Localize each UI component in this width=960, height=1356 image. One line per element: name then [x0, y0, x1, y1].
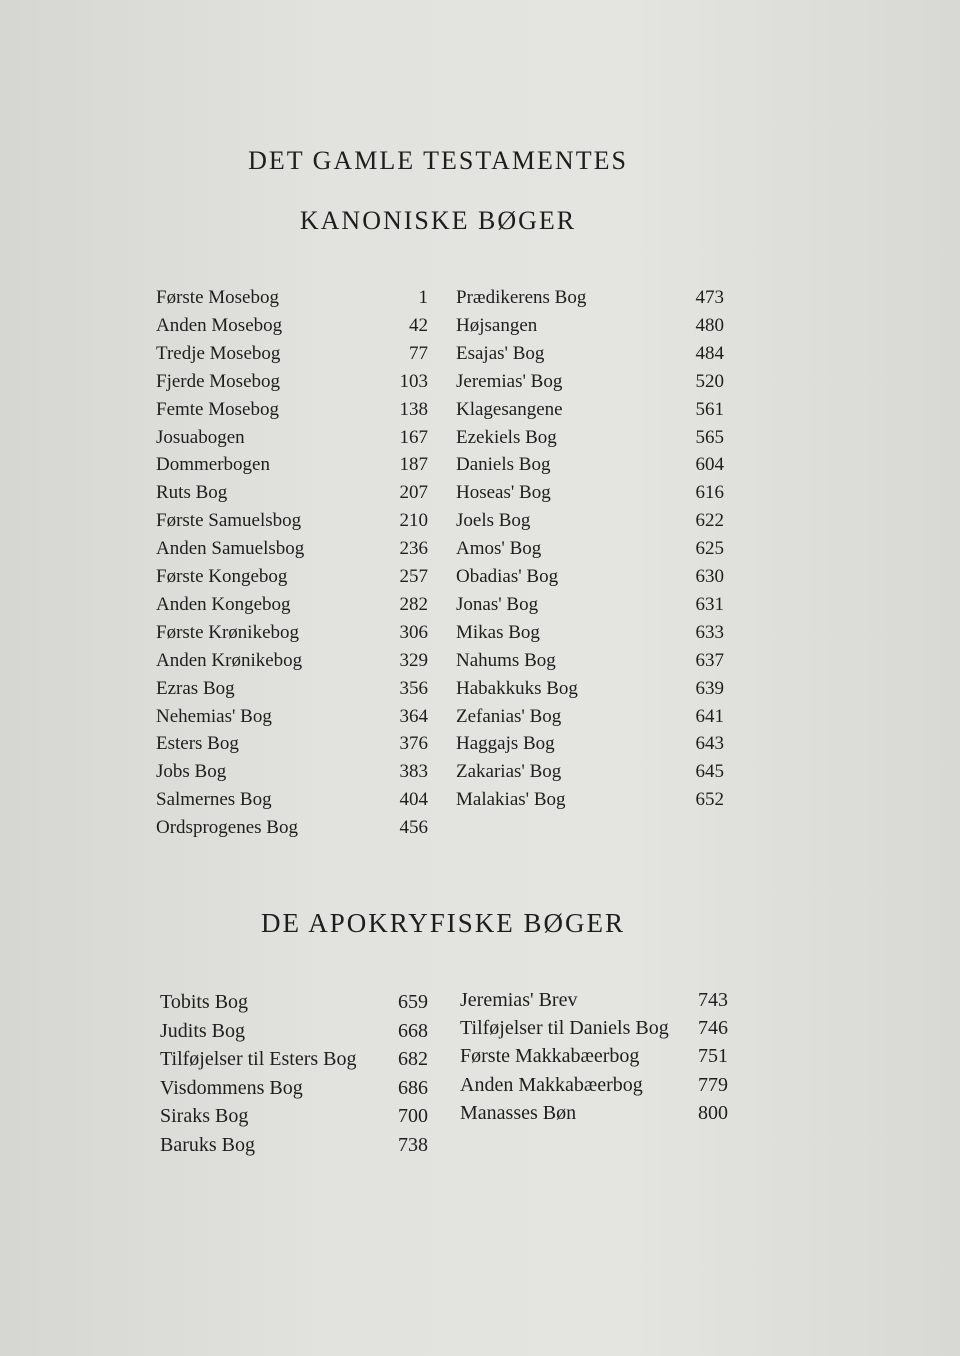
page-number: 738	[398, 1133, 428, 1156]
toc-entry	[160, 1102, 428, 1131]
book-name: Anden Makkabæerbog	[460, 1073, 643, 1096]
book-name: Haggajs Bog	[456, 733, 555, 755]
page-number: 376	[399, 733, 428, 755]
page-number: 456	[399, 817, 428, 839]
toc-entry	[156, 647, 428, 675]
book-name: Jeremias' Brev	[460, 989, 578, 1011]
page-number: 800	[698, 1101, 728, 1124]
book-name: Anden Krønikebog	[156, 649, 303, 671]
page-title: DET GAMLE TESTAMENTES	[248, 146, 628, 175]
page-number: 329	[399, 649, 428, 671]
toc-entry	[160, 1045, 428, 1074]
page-number: 652	[695, 789, 724, 811]
book-name: Visdommens Bog	[160, 1076, 303, 1099]
book-name: Hoseas' Bog	[456, 482, 551, 504]
book-name: Zakarias' Bog	[456, 761, 562, 783]
book-name: Zefanias' Bog	[456, 705, 562, 727]
book-name: Prædikerens Bog	[456, 287, 587, 308]
toc-entry	[156, 619, 428, 647]
page-number: 633	[695, 621, 724, 643]
canonical-heading: KANONISKE BØGER	[299, 206, 577, 235]
book-name: Første Kongebog	[156, 566, 288, 587]
page-number: 1	[418, 287, 428, 308]
page-number: 383	[399, 761, 428, 783]
toc-entry	[460, 1014, 728, 1043]
page-number: 520	[695, 370, 724, 392]
toc-entry	[456, 535, 724, 563]
toc-entry	[156, 424, 428, 452]
book-name: Højsangen	[456, 314, 538, 336]
book-name: Habakkuks Bog	[456, 677, 578, 699]
page-number: 616	[695, 482, 724, 504]
page-number: 682	[398, 1048, 428, 1070]
toc-entry	[456, 284, 724, 312]
book-name: Tilføjelser til Esters Bog	[160, 1048, 357, 1070]
toc-entry	[156, 284, 428, 312]
book-name: Dommerbogen	[156, 454, 270, 476]
toc-entry	[456, 730, 724, 758]
toc-entry	[156, 758, 428, 786]
book-name: Manasses Bøn	[460, 1101, 577, 1124]
page-number: 282	[399, 593, 428, 615]
page-number: 257	[399, 566, 428, 587]
toc-entry	[456, 619, 724, 647]
toc-entry	[456, 563, 724, 591]
page-number: 625	[695, 538, 724, 560]
page-number: 306	[399, 621, 428, 643]
toc-entry	[456, 479, 724, 507]
toc-entry	[456, 424, 724, 452]
book-name: Mikas Bog	[456, 621, 540, 643]
toc-entry	[156, 563, 428, 591]
toc-entry	[460, 1099, 728, 1128]
book-name: Anden Mosebog	[156, 314, 283, 336]
toc-entry	[156, 396, 428, 424]
book-name: Josuabogen	[156, 426, 245, 448]
book-name: Fjerde Mosebog	[156, 370, 281, 392]
page-number: 631	[695, 593, 724, 615]
toc-entry	[456, 758, 724, 786]
page-number: 751	[698, 1045, 728, 1068]
page-number: 743	[698, 989, 728, 1011]
toc-entry	[160, 988, 428, 1017]
page-number: 103	[399, 370, 428, 392]
toc-entry	[456, 451, 724, 479]
book-name: Malakias' Bog	[456, 789, 566, 811]
book-name: Ordsprogenes Bog	[156, 817, 298, 839]
book-name: Esters Bog	[156, 733, 239, 755]
toc-entry	[156, 730, 428, 758]
toc-entry	[156, 703, 428, 731]
toc-entry	[156, 312, 428, 340]
book-name: Nahums Bog	[456, 649, 556, 671]
book-name: Anden Kongebog	[156, 593, 291, 615]
page-number: 210	[399, 510, 428, 532]
page-number: 630	[695, 566, 724, 587]
toc-entry	[456, 786, 724, 814]
book-name: Anden Samuelsbog	[156, 538, 305, 560]
book-name: Ruts Bog	[156, 482, 228, 504]
page-number: 480	[695, 314, 724, 336]
book-name: Første Samuelsbog	[156, 510, 302, 532]
page-number: 645	[695, 761, 724, 783]
page-number: 484	[695, 342, 724, 364]
toc-entry	[160, 1017, 428, 1046]
page-number: 207	[399, 482, 428, 504]
toc-entry	[456, 312, 724, 340]
page-number: 746	[698, 1017, 728, 1040]
book-name: Nehemias' Bog	[156, 705, 272, 727]
toc-entry	[156, 591, 428, 619]
book-name: Ezras Bog	[156, 677, 235, 699]
toc-entry	[456, 647, 724, 675]
toc-entry	[456, 368, 724, 396]
book-name: Joels Bog	[456, 510, 531, 532]
book-name: Klagesangene	[456, 398, 563, 420]
book-name: Esajas' Bog	[456, 342, 545, 364]
toc-entry	[456, 507, 724, 535]
toc-entry	[160, 1074, 428, 1103]
book-name: Jobs Bog	[156, 761, 227, 783]
page-number: 637	[695, 649, 724, 671]
page-number: 236	[399, 538, 428, 560]
book-name: Første Mosebog	[156, 287, 279, 308]
book-name: Jeremias' Bog	[456, 370, 563, 392]
page-number: 404	[399, 789, 428, 811]
book-name: Tobits Bog	[160, 991, 249, 1013]
page-number: 700	[398, 1105, 428, 1127]
toc-entry	[456, 703, 724, 731]
book-name: Første Krønikebog	[156, 621, 300, 643]
toc-entry	[156, 340, 428, 368]
book-name: Obadias' Bog	[456, 566, 559, 587]
toc-entry	[156, 675, 428, 703]
book-name: Jonas' Bog	[456, 593, 539, 615]
toc-entry	[460, 1042, 728, 1071]
toc-entry	[156, 479, 428, 507]
page-number: 167	[399, 426, 428, 448]
page-number: 77	[409, 342, 428, 364]
toc-entry	[156, 507, 428, 535]
page-number: 187	[399, 454, 428, 476]
book-name: Salmernes Bog	[156, 789, 272, 811]
book-name: Tilføjelser til Daniels Bog	[460, 1017, 669, 1040]
page-number: 686	[398, 1076, 428, 1099]
book-name: Femte Mosebog	[156, 398, 279, 420]
toc-entry	[156, 368, 428, 396]
book-name: Siraks Bog	[160, 1105, 249, 1127]
book-name: Amos' Bog	[456, 538, 542, 560]
toc-entry	[456, 340, 724, 368]
page-number: 643	[695, 733, 724, 755]
book-name: Judits Bog	[160, 1019, 246, 1042]
toc-entry	[156, 786, 428, 814]
page-number: 561	[695, 398, 724, 420]
toc-entry	[460, 986, 728, 1015]
book-name: Ezekiels Bog	[456, 426, 557, 448]
page-number: 356	[399, 677, 428, 699]
book-name: Baruks Bog	[160, 1133, 255, 1156]
toc-entry	[456, 591, 724, 619]
page-number: 604	[695, 454, 724, 476]
page-number: 364	[399, 705, 428, 727]
toc-entry	[456, 675, 724, 703]
toc-entry	[156, 451, 428, 479]
book-name: Tredje Mosebog	[156, 342, 281, 364]
page-number: 622	[695, 510, 724, 532]
page-number: 42	[409, 314, 428, 336]
page-number: 138	[399, 398, 428, 420]
apocrypha-heading: DE APOKRYFISKE BØGER	[260, 908, 626, 938]
page-number: 779	[698, 1073, 728, 1096]
page-number: 639	[695, 677, 724, 699]
toc-entry	[460, 1071, 728, 1100]
page-number: 565	[695, 426, 724, 448]
page-number: 473	[695, 287, 724, 308]
page-number: 668	[398, 1019, 428, 1042]
toc-entry	[160, 1131, 428, 1160]
page-number: 659	[398, 991, 428, 1013]
toc-entry	[456, 396, 724, 424]
page-number: 641	[695, 705, 724, 727]
book-name: Første Makkabæerbog	[460, 1045, 640, 1068]
toc-entry	[156, 814, 428, 842]
book-name: Daniels Bog	[456, 454, 551, 476]
toc-entry	[156, 535, 428, 563]
